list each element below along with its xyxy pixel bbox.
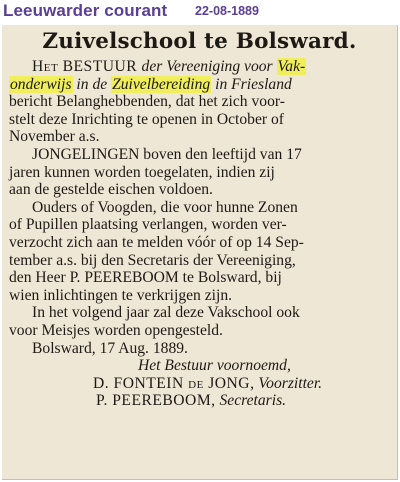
text-line: Het BESTUUR der Vereeniging voor Vak-: [32, 58, 306, 75]
text-line: JONGELINGEN boven den leeftijd van 17: [32, 145, 302, 163]
text-line: stelt deze Inrichting te openen in October of: [9, 110, 284, 128]
dateline: Bolsward, 17 Aug. 1889.: [32, 339, 188, 357]
text-line: onderwijs in de Zuivelbereiding in Friesland: [10, 75, 292, 93]
paragraph-girls: [9, 304, 390, 339]
clipping-header: [0, 0, 400, 26]
newspaper-name: Leeuwarder courant: [3, 1, 168, 20]
text-line: wien inlichtingen te verkrijgen zijn.: [9, 286, 233, 304]
text-line: voor Meisjes worden opengesteld.: [9, 321, 223, 339]
text-line: verzocht zich aan te melden vóór of op 14 Sep-: [9, 233, 304, 251]
publication-date: 22-08-1889: [195, 4, 259, 18]
text-line: den Heer P. PEEREBOOM te Bolsward, bij: [9, 269, 282, 287]
paragraph-admission: [9, 146, 390, 199]
text-line: of Pupillen plaatsing verlangen, worden ver-: [9, 216, 287, 234]
newspaper-clipping: [2, 25, 398, 480]
text-line: bericht Belanghebbenden, dat het zich voor-: [9, 93, 285, 111]
signature-secretary: P. PEEREBOOM, Secretaris.: [96, 392, 287, 410]
highlighted-term: Vak-: [277, 58, 306, 75]
highlighted-term: Zuivelbereiding: [112, 75, 211, 93]
signature-chairman: D. FONTEIN de JONG, Voorzitter.: [93, 374, 323, 392]
text-line: tember a.s. bij den Secretaris der Vereeniging,: [9, 251, 296, 269]
highlighted-term: onderwijs: [10, 75, 72, 93]
signoff: Het Bestuur voornoemd,: [138, 357, 291, 375]
paragraph-announcement: [9, 58, 390, 146]
text-line: jaren kunnen worden toegelaten, indien zij: [9, 163, 275, 181]
article-title: Zuivelschool te Bolsward.: [42, 29, 357, 54]
text-line: November a.s.: [9, 128, 100, 146]
text-line: aan de gestelde eischen voldoen.: [9, 181, 213, 199]
paragraph-registration: [9, 199, 390, 305]
advertisement-text: [9, 27, 390, 410]
text-line: In het volgend jaar zal deze Vakschool ook: [32, 304, 300, 322]
text-line: Ouders of Voogden, die voor hunne Zonen: [32, 198, 298, 216]
